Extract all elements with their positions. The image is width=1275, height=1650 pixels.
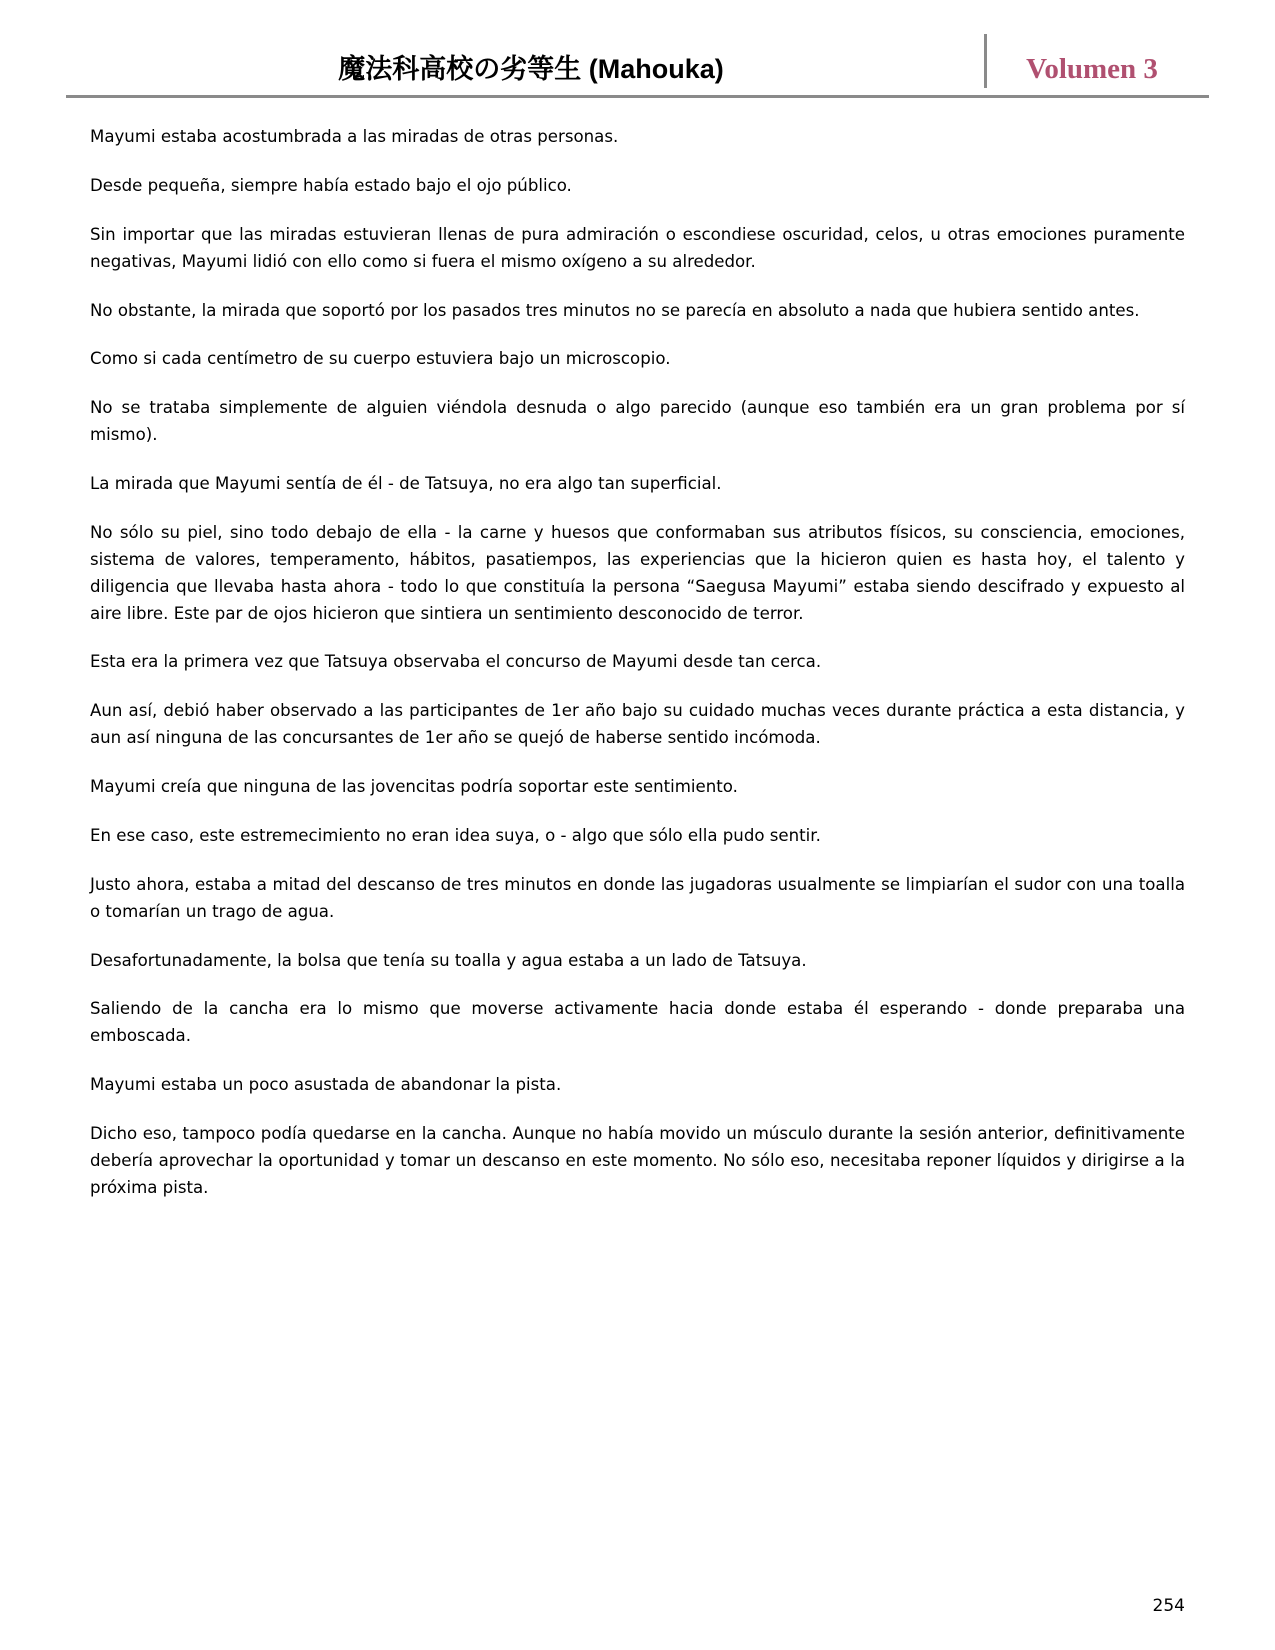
paragraph: Dicho eso, tampoco podía quedarse en la cancha. Aunque no había movido un músculo durante la sesión anterior, definitivamente debería aprovechar la oportunidad y tomar un descanso en este momento. No sólo eso, necesitaba reponer líquidos y dirigirse a la próxima pista.: [90, 1124, 1185, 1197]
paragraph: No se trataba simplemente de alguien viéndola desnuda o algo parecido (aunque eso también era un gran problema por sí mismo).: [90, 398, 1185, 445]
paragraph: Sin importar que las miradas estuvieran llenas de pura admiración o escondiese oscuridad, celos, u otras emociones puramente negativas, Mayumi lidió con ello como si fuera el mismo oxígeno a su alrededor.: [90, 224, 1185, 271]
page-title: [338, 47, 724, 86]
page-header: [78, 28, 1197, 90]
paragraph: No sólo su piel, sino todo debajo de ella - la carne y huesos que conformaban sus atributos físicos, su consciencia, emociones, sistema de valores, temperamento, hábitos, pasatiempos, las experiencias que la hicieron quien es hasta hoy, el talento y diligencia que llevaba hasta ahora - todo lo que constituía la persona “Saegusa Mayumi” estaba siendo descifrado y expuesto al aire libre. Este par de ojos hicieron que sintiera un sentimiento desconocido de terror.: [90, 522, 1185, 623]
paragraph: Mayumi creía que ninguna de las jovencitas podría soportar este sentimiento.: [90, 777, 738, 796]
paragraph: Como si cada centímetro de su cuerpo estuviera bajo un microscopio.: [90, 349, 671, 369]
paragraph: Mayumi estaba un poco asustada de abandonar la pista.: [90, 1075, 562, 1095]
page-title-latin: (Mahouka): [581, 54, 724, 84]
paragraph: Desafortunadamente, la bolsa que tenía su toalla y agua estaba a un lado de Tatsuya.: [90, 950, 807, 970]
page-title-japanese: 魔法科高校の劣等生: [338, 54, 582, 85]
header-rule: [66, 95, 1209, 98]
page-number: 254: [1152, 1596, 1185, 1616]
paragraph: En ese caso, este estremecimiento no eran idea suya, o - algo que sólo ella pudo sentir.: [90, 825, 821, 845]
volume-label: Volumen 3: [1026, 53, 1158, 85]
header-volume-zone: [987, 53, 1197, 90]
paragraph: Esta era la primera vez que Tatsuya observaba el concurso de Mayumi desde tan cerca.: [90, 652, 822, 672]
document-body: [78, 124, 1197, 1202]
paragraph: Justo ahora, estaba a mitad del descanso de tres minutos en donde las jugadoras usualmente se limpiarían el sudor con una toalla o tomarían un trago de agua.: [90, 874, 1185, 921]
paragraph: Mayumi estaba acostumbrada a las miradas de otras personas.: [90, 127, 619, 146]
paragraph: La mirada que Mayumi sentía de él - de Tatsuya, no era algo tan superficial.: [90, 474, 722, 493]
paragraph: Aun así, debió haber observado a las participantes de 1er año bajo su cuidado muchas veces durante práctica a esta distancia, y aun así ninguna de las concursantes de 1er año se quejó de haberse sentido incómoda.: [90, 701, 1185, 748]
paragraph: Desde pequeña, siempre había estado bajo el ojo público.: [90, 175, 572, 195]
paragraph: No obstante, la mirada que soportó por los pasados tres minutos no se parecía en absoluto a nada que hubiera sentido antes.: [90, 300, 1140, 320]
header-title-zone: [78, 47, 984, 90]
paragraph: Saliendo de la cancha era lo mismo que moverse activamente hacia donde estaba él esperando - donde preparaba una emboscada.: [90, 999, 1185, 1046]
